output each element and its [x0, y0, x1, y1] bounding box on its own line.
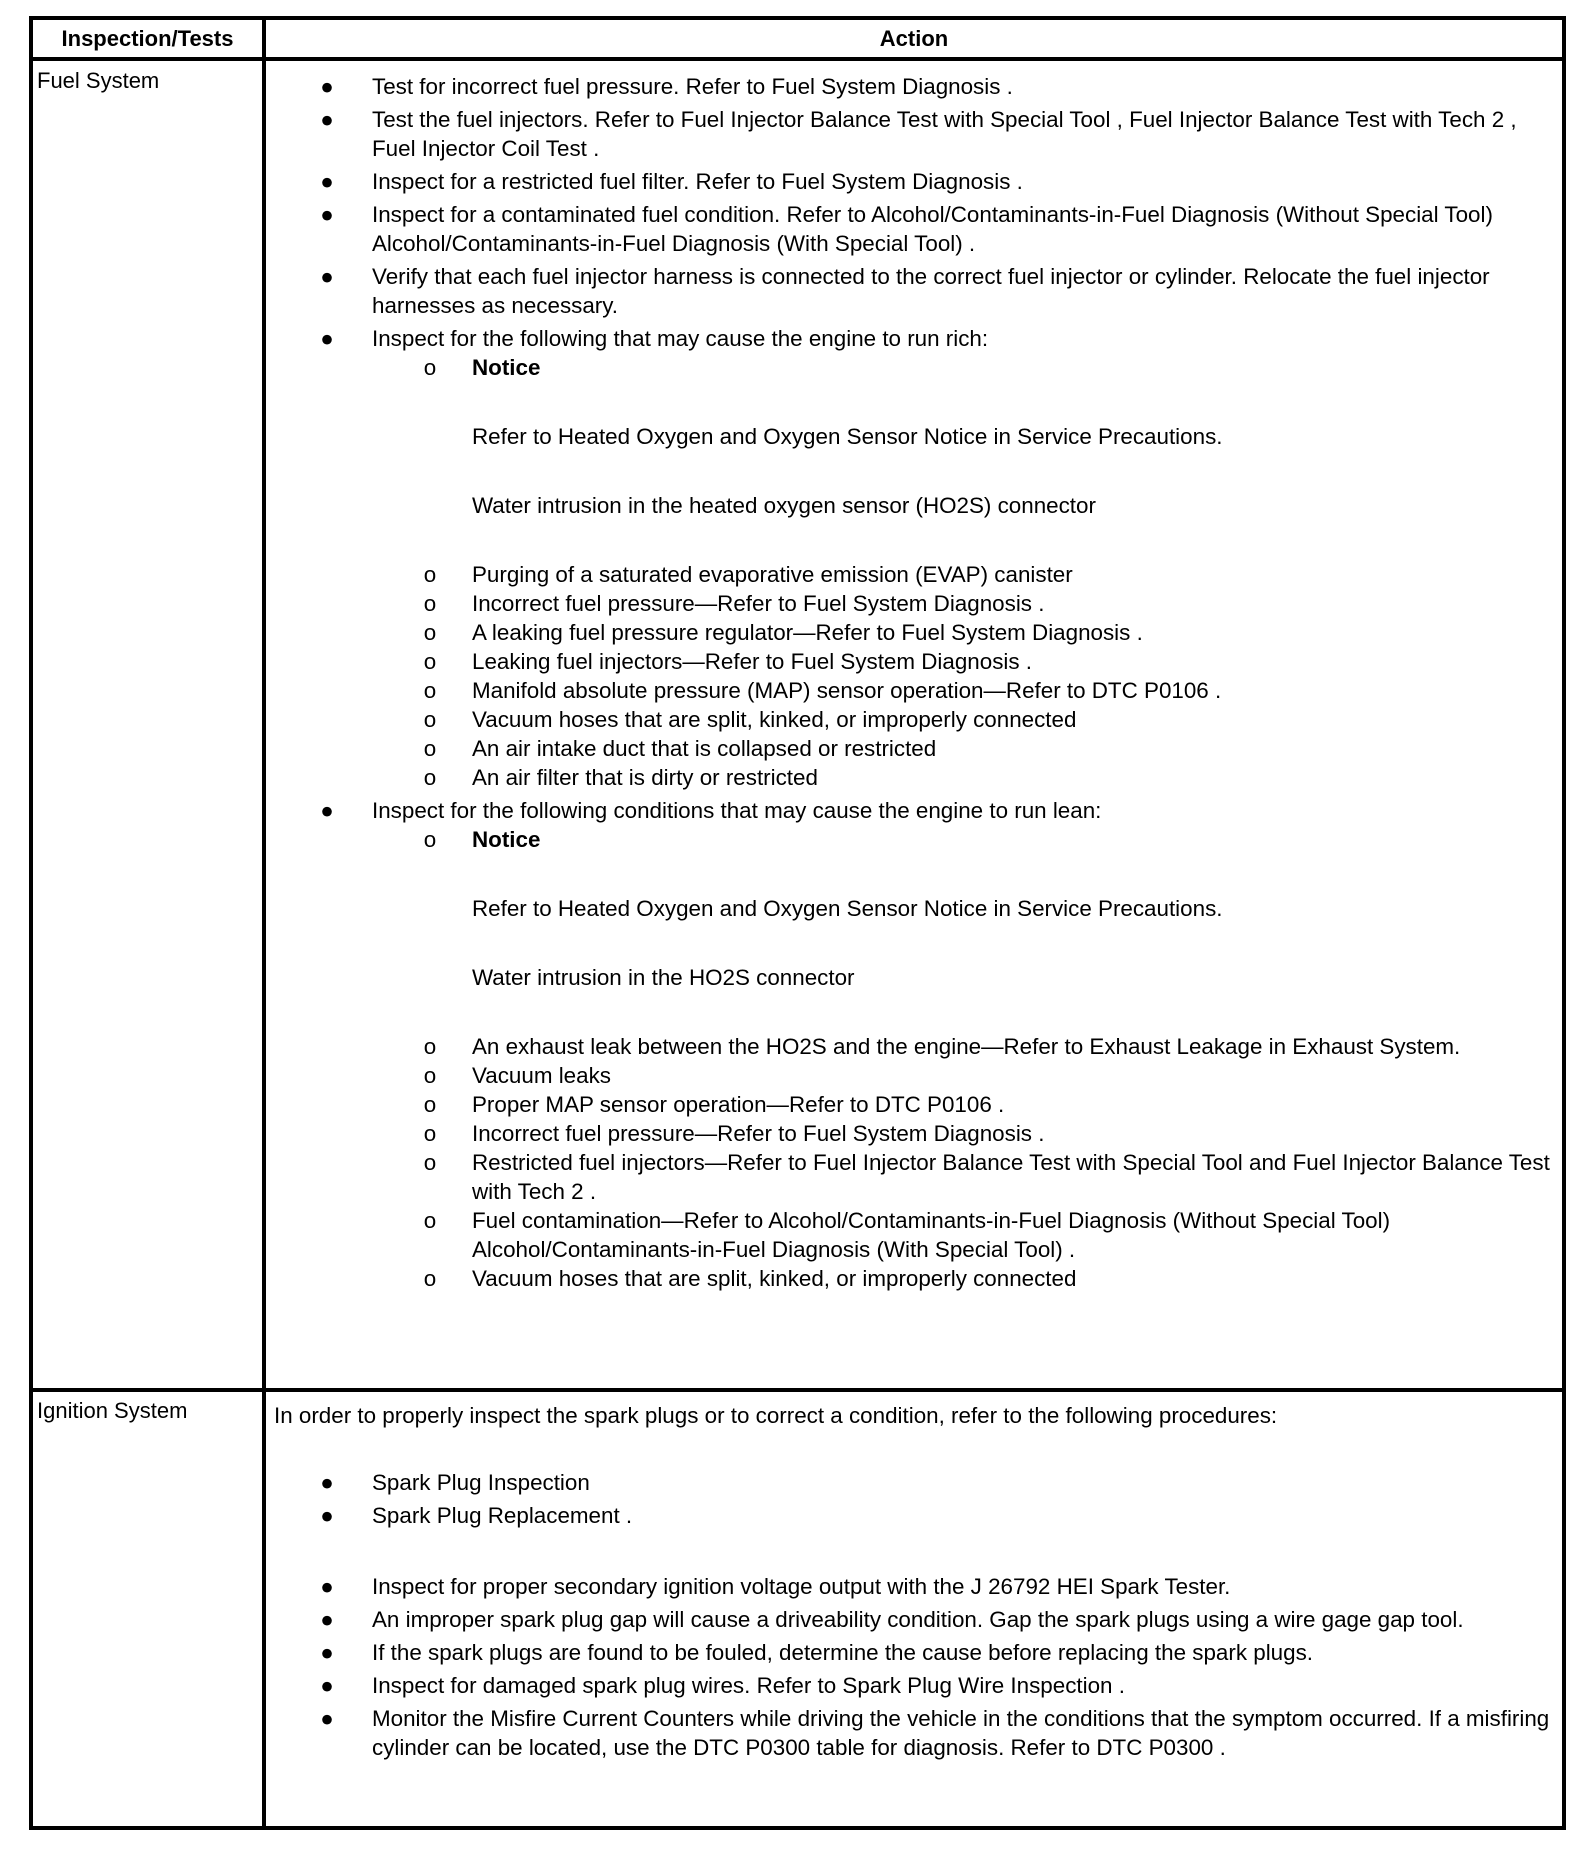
list-item: ● Test for incorrect fuel pressure. Refer to Fuel System Diagnosis . — [320, 74, 1013, 99]
notice-text: Refer to Heated Oxygen and Oxygen Sensor Notice in Service Precautions. — [472, 896, 1223, 921]
list-item: ● Monitor the Misfire Current Counters while driving the vehicle in the conditions that the symptom occurred. If a misfiring cylinder can be located, use the DTC P0300 table for diagnosis. Refer to DTC P0300 . — [320, 1706, 1550, 1760]
notice-title: Notice — [472, 355, 541, 380]
procedure-list — [271, 1468, 1556, 1530]
sub-item: o An air filter that is dirty or restricted — [423, 765, 818, 790]
list-item: ● Spark Plug Replacement . — [320, 1503, 633, 1528]
row-divider — [33, 1388, 1562, 1392]
notice-title: Notice — [472, 827, 541, 852]
list-item: ● Spark Plug Inspection — [320, 1470, 590, 1495]
list-item: ● Test the fuel injectors. Refer to Fuel Injector Balance Test with Special Tool , Fuel Injector Balance Test with Tech 2 , Fuel Injector Coil Test . — [320, 107, 1517, 161]
list-item: ● Inspect for a restricted fuel filter. Refer to Fuel System Diagnosis . — [320, 169, 1023, 194]
sub-item: o Vacuum hoses that are split, kinked, or improperly connected — [423, 707, 1077, 732]
list-item: ● Inspect for proper secondary ignition voltage output with the J 26792 HEI Spark Tester. — [320, 1574, 1231, 1599]
sub-item: o Incorrect fuel pressure—Refer to Fuel System Diagnosis . — [423, 1121, 1045, 1146]
rich-conditions-item: ● Inspect for the following that may cause the engine to run rich: o Notice Refer to Heated Oxygen and Oxygen Sensor Notice in Service Precautions. Water intrusion in the heated oxygen sensor (HO2S) connector o Purging of a saturated evaporative emission (EVAP) canister o Incorrect fuel pressure—Refer to Fuel System Diagnosis . o A leaking fuel pressure regulator—Refer to Fuel System Diagnosis . o Leaking fuel injectors—Refer to Fuel System Diagnosis . o Manifold absolute pressure (MAP) sensor operation—Refer to DTC P0106 . o Vacuum hoses that are split, kinked, or improperly connected o An air intake duct that is collapsed or restricted o An air filter that is dirty or restricted — [271, 324, 1556, 792]
fuel-system-actions — [271, 72, 1556, 1297]
sub-item: o Vacuum leaks — [423, 1063, 611, 1088]
list-item: ● Inspect for a contaminated fuel condition. Refer to Alcohol/Contaminants-in-Fuel Diagnosis (Without Special Tool) Alcohol/Contaminants-in-Fuel Diagnosis (With Special Tool) . — [320, 202, 1493, 256]
header-action: Action — [879, 26, 949, 51]
lean-notice: o Notice Refer to Heated Oxygen and Oxygen Sensor Notice in Service Precautions. Water intrusion in the HO2S connector — [271, 825, 1556, 1032]
row-label-ignition-system: Ignition System — [37, 1398, 188, 1423]
notice-item: Water intrusion in the HO2S connector — [472, 965, 855, 990]
sub-item: o Restricted fuel injectors—Refer to Fuel Injector Balance Test with Special Tool and Fuel Injector Balance Test with Tech 2 . — [423, 1150, 1550, 1204]
ignition-bullet-list — [271, 1572, 1556, 1762]
lean-conditions-item: ● Inspect for the following conditions that may cause the engine to run lean: o Notice Refer to Heated Oxygen and Oxygen Sensor Notice in Service Precautions. Water intrusion in the HO2S connector o An exhaust leak between the HO2S and the engine—Refer to Exhaust Leakage in Exhaust System. o Vacuum leaks o Proper MAP sensor operation—Refer to DTC P0106 . o Incorrect fuel pressure—Refer to Fuel System Diagnosis . o Restricted fuel injectors—Refer to Fuel Injector Balance Test with Special Tool and Fuel Injector Balance Test with Tech 2 . o Fuel contamination—Refer to Alcohol/Contaminants-in-Fuel Diagnosis (Without Special Tool) Alcohol/Contaminants-in-Fuel Diagnosis (With Special Tool) . o Vacuum hoses that are split, kinked, or improperly connected — [271, 796, 1556, 1293]
sub-item: o A leaking fuel pressure regulator—Refer to Fuel System Diagnosis . — [423, 620, 1143, 645]
inspection-table — [29, 16, 1566, 1830]
sub-item: o Incorrect fuel pressure—Refer to Fuel System Diagnosis . — [423, 591, 1045, 616]
sub-item: o Vacuum hoses that are split, kinked, or improperly connected — [423, 1266, 1077, 1291]
ignition-system-actions — [268, 1397, 1556, 1766]
rich-notice: o Notice Refer to Heated Oxygen and Oxygen Sensor Notice in Service Precautions. Water intrusion in the heated oxygen sensor (HO2S) connector — [271, 353, 1556, 560]
sub-item: o Proper MAP sensor operation—Refer to DTC P0106 . — [423, 1092, 1005, 1117]
notice-item: Water intrusion in the heated oxygen sensor (HO2S) connector — [472, 493, 1096, 518]
lean-sublist — [372, 825, 1556, 1293]
header-inspection: Inspection/Tests — [61, 26, 234, 51]
header-divider — [33, 57, 1562, 61]
list-item: ● If the spark plugs are found to be fouled, determine the cause before replacing the spark plugs. — [320, 1640, 1313, 1665]
ignition-intro: In order to properly inspect the spark plugs or to correct a condition, refer to the following procedures: — [274, 1403, 1278, 1428]
rich-sublist — [372, 353, 1556, 792]
column-divider — [262, 20, 266, 1826]
sub-item: o An exhaust leak between the HO2S and the engine—Refer to Exhaust Leakage in Exhaust System. — [423, 1034, 1461, 1059]
sub-item: o An air intake duct that is collapsed or restricted — [423, 736, 937, 761]
list-item: ● An improper spark plug gap will cause a driveability condition. Gap the spark plugs using a wire gage gap tool. — [320, 1607, 1464, 1632]
list-item: ● Verify that each fuel injector harness is connected to the correct fuel injector or cylinder. Relocate the fuel injector harnesses as necessary. — [320, 264, 1490, 318]
fuel-bullet-list — [271, 72, 1556, 1293]
notice-text: Refer to Heated Oxygen and Oxygen Sensor Notice in Service Precautions. — [472, 424, 1223, 449]
sub-item: o Manifold absolute pressure (MAP) sensor operation—Refer to DTC P0106 . — [423, 678, 1222, 703]
row-label-fuel-system: Fuel System — [37, 68, 160, 93]
sub-item: o Fuel contamination—Refer to Alcohol/Contaminants-in-Fuel Diagnosis (Without Special Tool) Alcohol/Contaminants-in-Fuel Diagnosis (With Special Tool) . — [423, 1208, 1391, 1262]
list-item: ● Inspect for damaged spark plug wires. Refer to Spark Plug Wire Inspection . — [320, 1673, 1125, 1698]
sub-item: o Leaking fuel injectors—Refer to Fuel System Diagnosis . — [423, 649, 1033, 674]
sub-item: o Purging of a saturated evaporative emission (EVAP) canister — [423, 562, 1073, 587]
